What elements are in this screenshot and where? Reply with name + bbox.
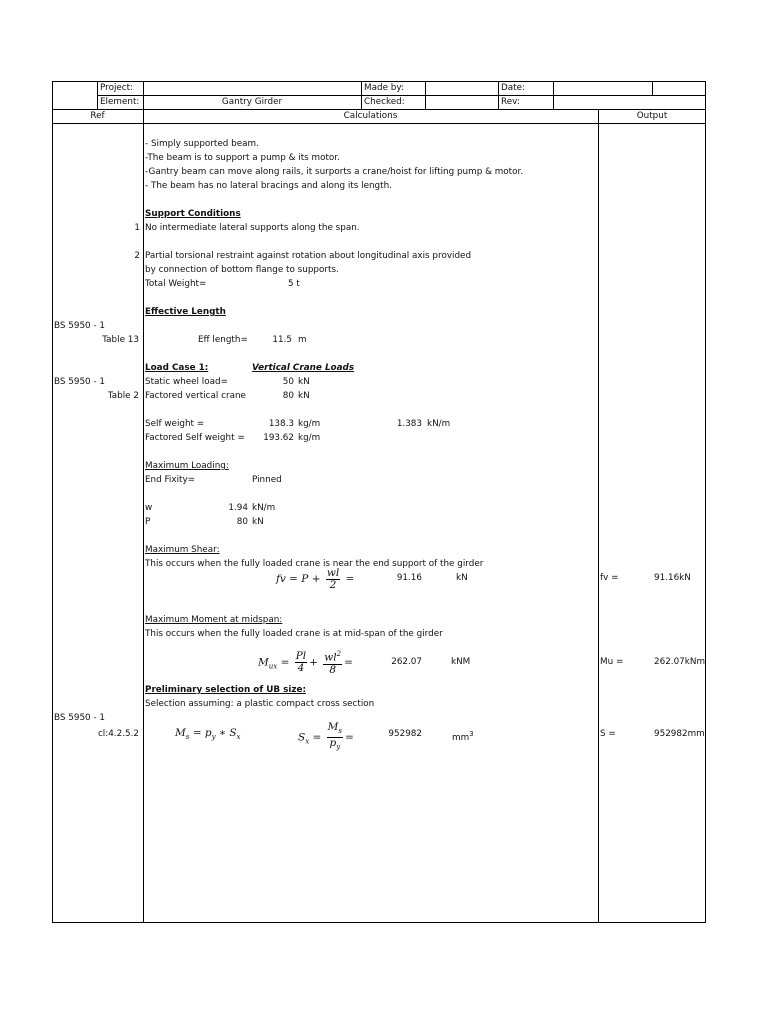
static-wheel-load-value: 50 bbox=[282, 377, 294, 387]
support-conditions-heading: Support Conditions bbox=[145, 209, 241, 219]
ref-column-header: Ref bbox=[90, 111, 105, 121]
max-moment-heading: Maximum Moment at midspan: bbox=[145, 615, 283, 625]
pm-formula-rhs2: ∗ S bbox=[218, 727, 237, 739]
max-loading-heading: Maximum Loading: bbox=[145, 461, 229, 471]
sm-formula-denominator-base: p bbox=[329, 737, 337, 750]
self-weight-unit: kg/m bbox=[298, 419, 321, 429]
sm-formula-numerator-subscript: s bbox=[338, 727, 342, 736]
grid-line bbox=[498, 81, 499, 109]
total-weight-value: 5 t bbox=[288, 279, 300, 289]
moment-fraction1-denominator: 4 bbox=[297, 661, 305, 674]
moment-value: 262.07 bbox=[391, 657, 422, 667]
shear-value: 91.16 bbox=[396, 573, 422, 583]
intro-line: -The beam is to support a pump & its motor. bbox=[145, 153, 340, 163]
sm-formula-denominator bbox=[327, 738, 343, 753]
grid-line bbox=[425, 81, 426, 109]
grid-line bbox=[598, 109, 599, 923]
made-by-label: Made by: bbox=[364, 83, 404, 93]
end-fixity-value: Pinned bbox=[252, 475, 282, 485]
moment-formula-fraction bbox=[295, 651, 307, 674]
moment-formula: $M_{ux}$ = $\frac{Pl}{4}$ + $\frac{wl^2}{8}$ = bbox=[258, 649, 353, 676]
output-column-header: Output bbox=[636, 111, 668, 121]
output-moment-value: 262.07kNm bbox=[654, 657, 706, 667]
ref-code: BS 5950 - 1 bbox=[54, 377, 106, 387]
factored-crane-value: 80 bbox=[282, 391, 294, 401]
intro-line: - The beam has no lateral bracings and along its length. bbox=[145, 181, 392, 191]
self-weight-kn-unit: kN/m bbox=[427, 419, 451, 429]
factored-crane-label: Factored vertical crane bbox=[145, 391, 246, 401]
shear-formula bbox=[276, 566, 354, 592]
calculations-column-header: Calculations bbox=[343, 111, 398, 121]
support-item-number: 1 bbox=[134, 223, 140, 233]
w-value: 1.94 bbox=[228, 503, 248, 513]
self-weight-kn-value: 1.383 bbox=[396, 419, 422, 429]
section-modulus-value: 952982 bbox=[388, 729, 422, 739]
output-shear-value: 91.16kN bbox=[654, 573, 691, 583]
ref-code: BS 5950 - 1 bbox=[54, 321, 106, 331]
date-label: Date: bbox=[501, 83, 525, 93]
support-item-text: No intermediate lateral supports along the span. bbox=[145, 223, 360, 233]
load-case-heading: Load Case 1: bbox=[145, 363, 209, 373]
self-weight-value: 138.3 bbox=[268, 419, 294, 429]
sm-formula-lhs: S bbox=[298, 731, 306, 744]
factored-self-weight-label: Factored Self weight = bbox=[145, 433, 245, 443]
output-moment-label: Mu = bbox=[600, 657, 624, 667]
ref-table: Table 2 bbox=[107, 391, 139, 401]
moment-formula-lhs: M bbox=[258, 656, 269, 669]
moment-fraction2-numerator-superscript: 2 bbox=[336, 650, 342, 658]
total-weight-label: Total Weight= bbox=[145, 279, 207, 289]
p-label: P bbox=[145, 517, 151, 527]
moment-fraction2-numerator bbox=[323, 649, 342, 665]
ref-code: BS 5950 - 1 bbox=[54, 713, 106, 723]
p-value: 80 bbox=[236, 517, 248, 527]
eff-length-value: 11.5 bbox=[272, 335, 292, 345]
shear-formula-numerator: wl bbox=[326, 566, 340, 579]
self-weight-label: Self weight = bbox=[145, 419, 205, 429]
prelim-selection-description: Selection assuming: a plastic compact cross section bbox=[145, 699, 375, 709]
shear-formula-lhs: fv = P + bbox=[276, 573, 321, 585]
factored-self-weight-unit: kg/m bbox=[298, 433, 321, 443]
checked-label: Checked: bbox=[364, 97, 405, 107]
grid-line bbox=[97, 81, 98, 109]
pm-formula-rhs-subscript: y bbox=[211, 733, 216, 742]
plastic-moment-formula bbox=[175, 727, 241, 743]
element-value: Gantry Girder bbox=[221, 97, 283, 107]
element-label: Element: bbox=[100, 97, 140, 107]
ref-clause: cl:4.2.5.2 bbox=[97, 729, 139, 739]
sm-formula-numerator-base: M bbox=[327, 721, 339, 733]
grid-line bbox=[553, 81, 554, 109]
factored-self-weight-value: 193.62 bbox=[263, 433, 294, 443]
max-shear-description: This occurs when the fully loaded crane is near the end support of the girder bbox=[145, 559, 484, 569]
shear-formula-denominator: 2 bbox=[329, 578, 337, 591]
grid-line bbox=[652, 81, 653, 95]
moment-formula-lhs-subscript: ux bbox=[268, 662, 278, 671]
w-unit: kN/m bbox=[252, 503, 276, 513]
moment-unit: kNM bbox=[451, 657, 471, 667]
moment-formula-fraction bbox=[323, 649, 342, 676]
support-item-text: Partial torsional restraint against rotation about longitudinal axis provided bbox=[145, 251, 472, 261]
project-label: Project: bbox=[100, 83, 134, 93]
section-modulus-unit-superscript: 3 bbox=[469, 730, 474, 738]
section-modulus-unit-base: mm bbox=[452, 732, 470, 743]
prelim-selection-heading: Preliminary selection of UB size: bbox=[145, 685, 306, 695]
max-shear-heading: Maximum Shear: bbox=[145, 545, 220, 555]
grid-line bbox=[143, 81, 144, 923]
section-modulus-formula: $S_x$ = $\frac{M_s}{p_y}$ = bbox=[298, 721, 354, 752]
eff-length-label: Eff length= bbox=[198, 335, 248, 345]
intro-line: -Gantry beam can move along rails, it surports a crane/hoist for lifting pump & motor. bbox=[145, 167, 524, 177]
pm-formula-rhs: = p bbox=[192, 727, 212, 739]
pm-formula-m-subscript: s bbox=[185, 733, 190, 742]
factored-crane-unit: kN bbox=[298, 391, 310, 401]
grid-line bbox=[361, 81, 362, 109]
pm-formula-rhs2-subscript: x bbox=[236, 733, 241, 742]
grid-line bbox=[52, 123, 706, 124]
sm-formula-fraction bbox=[327, 722, 343, 753]
support-item-number: 2 bbox=[134, 251, 140, 261]
moment-fraction1-numerator: Pl bbox=[295, 649, 307, 662]
intro-line: - Simply supported beam. bbox=[145, 139, 259, 149]
p-unit: kN bbox=[252, 517, 264, 527]
output-section-modulus-label: S = bbox=[600, 729, 616, 739]
effective-length-heading: Effective Length bbox=[145, 307, 226, 317]
ref-table: Table 13 bbox=[102, 335, 139, 345]
w-label: w bbox=[145, 503, 153, 513]
output-shear-label: fv = bbox=[600, 573, 619, 583]
shear-formula-equals: = bbox=[345, 573, 355, 585]
load-case-subheading: Vertical Crane Loads bbox=[252, 363, 355, 373]
max-moment-description: This occurs when the fully loaded crane is at mid-span of the girder bbox=[145, 629, 443, 639]
pm-formula-m: M bbox=[175, 727, 186, 739]
eff-length-unit: m bbox=[298, 335, 307, 345]
static-wheel-load-unit: kN bbox=[298, 377, 310, 387]
support-item-text: by connection of bottom flange to supports. bbox=[145, 265, 339, 275]
moment-fraction2-denominator: 8 bbox=[329, 663, 337, 676]
shear-unit: kN bbox=[456, 573, 468, 583]
sm-formula-denominator-subscript: y bbox=[336, 743, 341, 752]
shear-formula-fraction bbox=[326, 568, 340, 591]
sm-formula-numerator bbox=[327, 722, 343, 738]
end-fixity-label: End Fixity= bbox=[145, 475, 196, 485]
moment-fraction2-numerator-base: wl bbox=[324, 651, 337, 664]
section-modulus-unit bbox=[452, 728, 474, 744]
sm-formula-lhs-subscript: x bbox=[305, 737, 310, 746]
static-wheel-load-label: Static wheel load= bbox=[145, 377, 228, 387]
output-section-modulus-value: 952982mm bbox=[654, 729, 705, 739]
rev-label: Rev: bbox=[501, 97, 520, 107]
